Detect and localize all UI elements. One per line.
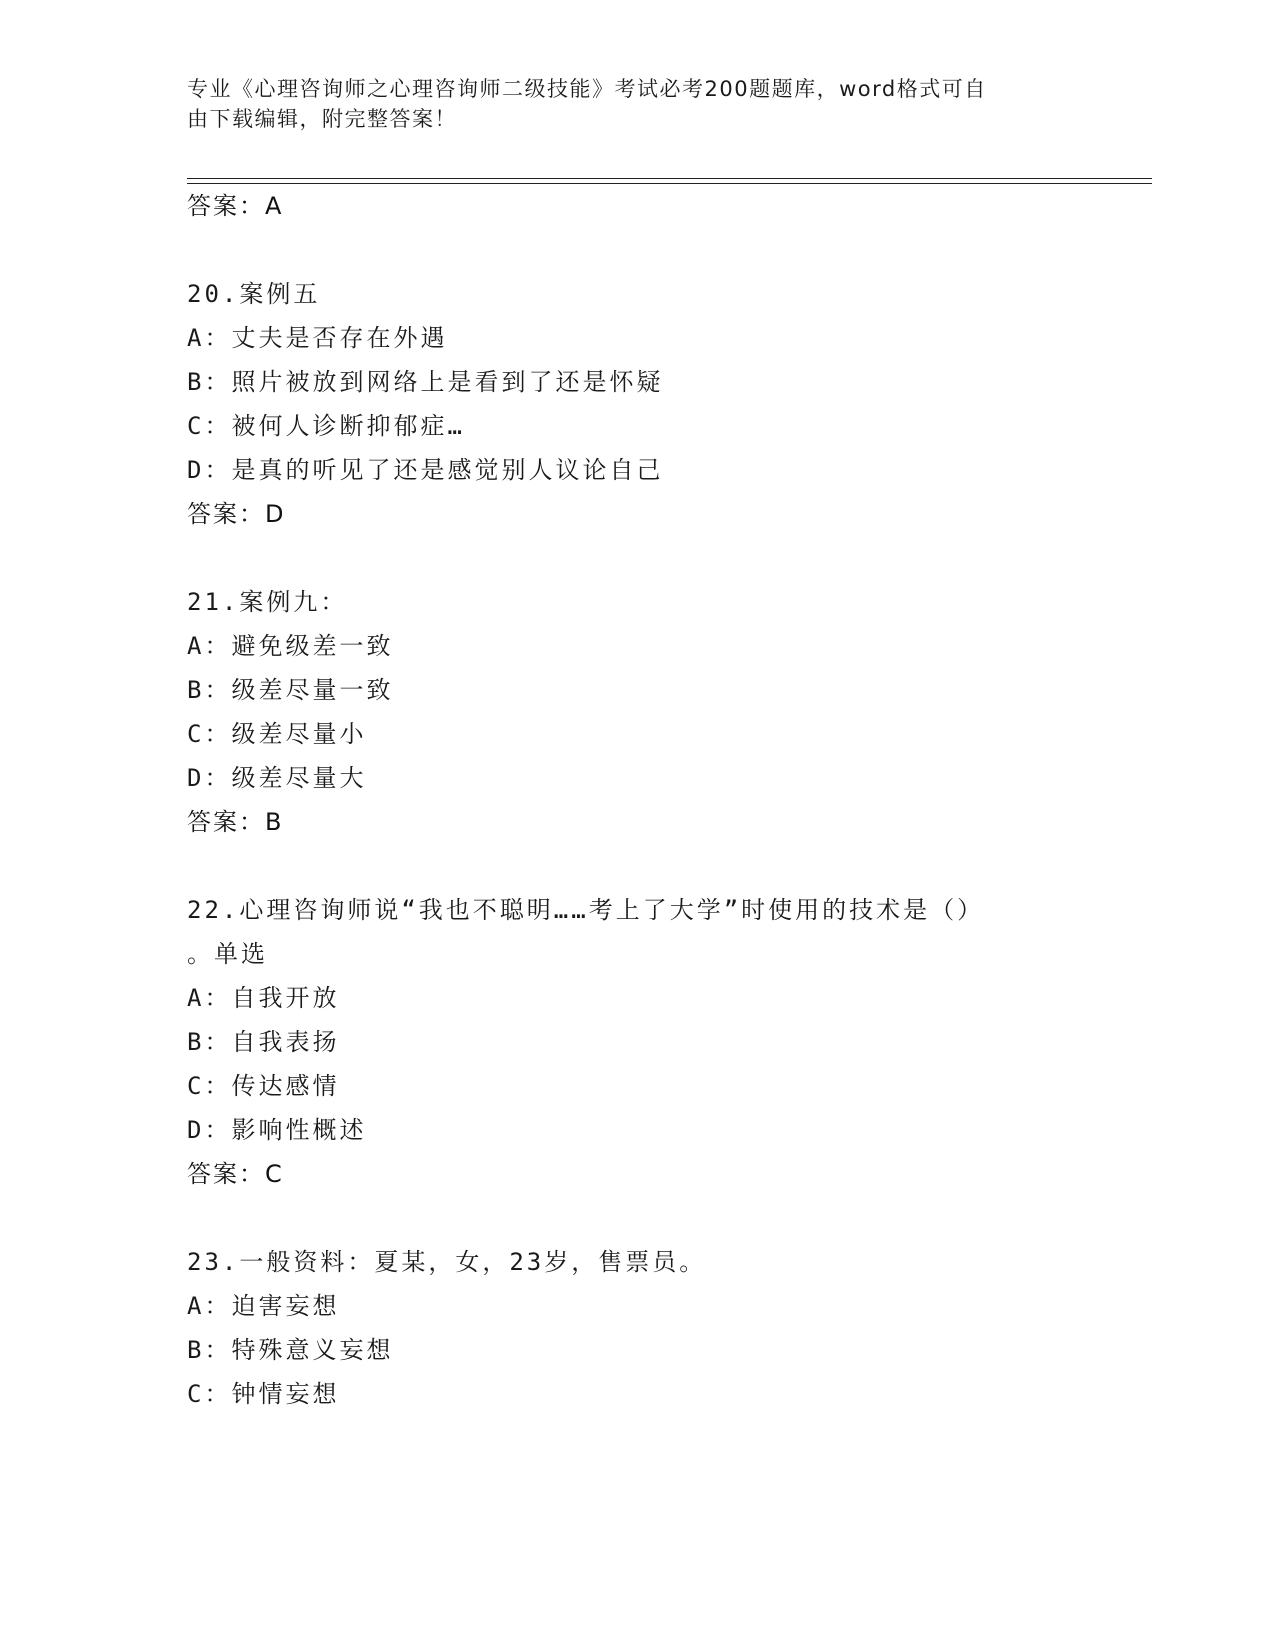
- option-21-c: C：级差尽量小: [187, 720, 367, 748]
- option-21-b: B：级差尽量一致: [187, 676, 394, 704]
- document-header: [187, 74, 1067, 134]
- option-23-c: C：钟情妄想: [187, 1380, 340, 1408]
- header-divider-top: [187, 178, 1152, 179]
- question-stem-20: 20.案例五: [187, 280, 321, 308]
- question-stem-23: 23.一般资料：夏某，女，23岁，售票员。: [187, 1248, 707, 1276]
- header-line-1: 专业《心理咨询师之心理咨询师二级技能》考试必考200题题库，word格式可自: [187, 77, 987, 101]
- option-20-d: D：是真的听见了还是感觉别人议论自己: [187, 456, 664, 484]
- option-23-a: A：迫害妄想: [187, 1292, 340, 1320]
- answer-q20: 答案：D: [187, 500, 286, 528]
- answer-q21: 答案：B: [187, 808, 284, 836]
- option-23-b: B：特殊意义妄想: [187, 1336, 394, 1364]
- option-22-d: D：影响性概述: [187, 1116, 367, 1144]
- question-stem-21: 21.案例九：: [187, 588, 348, 616]
- answer-q22: 答案：C: [187, 1160, 284, 1188]
- option-20-c: C：被何人诊断抑郁症…: [187, 412, 465, 440]
- option-22-b: B：自我表扬: [187, 1028, 340, 1056]
- question-stem-22-cont: 。单选: [187, 940, 268, 968]
- option-22-c: C：传达感情: [187, 1072, 340, 1100]
- answer-q19: 答案：A: [187, 192, 284, 220]
- header-line-2: 由下载编辑，附完整答案！: [187, 107, 457, 131]
- option-20-a: A：丈夫是否存在外遇: [187, 324, 448, 352]
- option-20-b: B：照片被放到网络上是看到了还是怀疑: [187, 368, 664, 396]
- option-22-a: A：自我开放: [187, 984, 340, 1012]
- header-divider-bottom: [187, 183, 1152, 184]
- option-21-d: D：级差尽量大: [187, 764, 367, 792]
- question-stem-22: 22.心理咨询师说“我也不聪明……考上了大学”时使用的技术是（）: [187, 896, 985, 924]
- option-21-a: A：避免级差一致: [187, 632, 394, 660]
